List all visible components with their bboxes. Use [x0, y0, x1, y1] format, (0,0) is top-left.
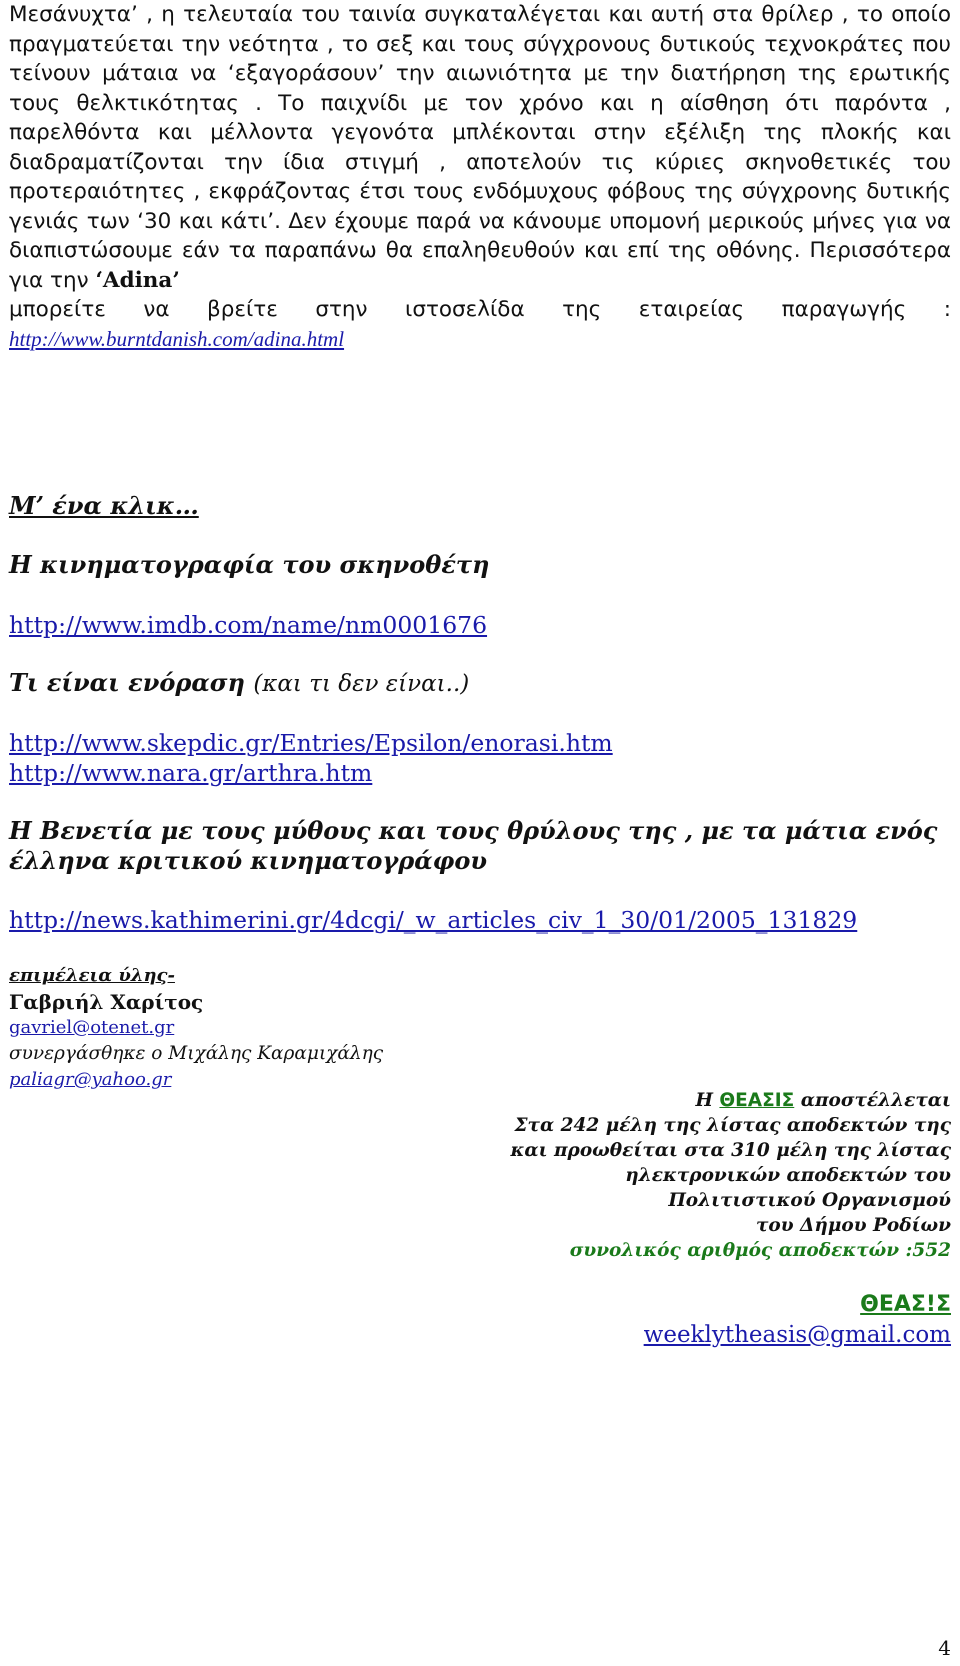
enorasi-heading	[9, 668, 469, 699]
credits-label: επιμέλεια ύλης-	[9, 965, 175, 986]
notice-suffix: αποστέλλεται	[800, 1090, 951, 1111]
enorasi-links	[9, 728, 613, 788]
venice-heading-line1: Η Βενετία με τους μύθους και τους θρύλους της , με τα μάτια ενός	[9, 816, 938, 845]
enorasi-subheading: (και τι δεν είναι..)	[253, 671, 470, 697]
page-number: 4	[938, 1636, 951, 1660]
editor-email-link[interactable]: gavriel@otenet.gr	[9, 1017, 175, 1038]
nara-link[interactable]: http://www.nara.gr/arthra.htm	[9, 759, 373, 787]
imdb-link[interactable]: http://www.imdb.com/name/nm0001676	[9, 611, 488, 639]
credits	[9, 963, 383, 1093]
notice-line6: του Δήμου Ροδίων	[755, 1215, 951, 1236]
venice-heading-line2: έλληνα κριτικού κινηματογράφου	[9, 846, 488, 875]
collaborator-text: συνεργάσθηκε ο Μιχάλης Καραμιχάλης	[9, 1043, 384, 1064]
enorasi-heading-text: Τι είναι ενόραση	[9, 668, 245, 697]
recipients-total: συνολικός αριθμός αποδεκτών :552	[569, 1240, 951, 1261]
film-title: ‘Adina’	[95, 267, 180, 293]
notice-line4: ηλεκτρονικών αποδεκτών του	[625, 1165, 951, 1186]
theasis-inline-brand: ΘΕΑΣΙΣ	[719, 1090, 795, 1111]
notice-line1	[431, 1088, 951, 1113]
kathimerini-link[interactable]: http://news.kathimerini.gr/4dcgi/_w_articles_civ_1_30/01/2005_131829	[9, 906, 858, 934]
intro-paragraph	[9, 0, 951, 354]
distribution-notice	[431, 1088, 951, 1263]
notice-line3: και προωθείται στα 310 μέλη της λίστας	[510, 1140, 951, 1161]
venice-heading	[9, 816, 937, 876]
notice-prefix: Η	[695, 1090, 713, 1111]
production-company-link[interactable]: http://www.burntdanish.com/adina.html	[9, 326, 345, 351]
intro-text-end: μπορείτε να βρείτε στην ιστοσελίδα της εταιρείας παραγωγής :	[9, 297, 951, 322]
one-click-heading: Μ’ ένα κλικ…	[9, 491, 199, 520]
filmography-heading: Η κινηματογραφία του σκηνοθέτη	[9, 550, 490, 579]
collaborator-email-link[interactable]: paliagr@yahoo.gr	[9, 1069, 172, 1090]
skepdic-link[interactable]: http://www.skepdic.gr/Entries/Epsilon/enorasi.htm	[9, 729, 613, 757]
notice-line2: Στα 242 μέλη της λίστας αποδεκτών της	[514, 1115, 951, 1136]
notice-line5: Πολιτιστικού Οργανισμού	[668, 1190, 951, 1211]
editor-name: Γαβριήλ Χαρίτος	[9, 990, 204, 1014]
brand-name: ΘΕΑΣ!Σ	[860, 1292, 951, 1317]
intro-text: Μεσάνυχτα’ , η τελευταία του ταινία συγκαταλέγεται και αυτή στα θρίλερ , το οποίο πραγματεύεται την νεότητα , το σεξ και τους σύγχρονους δυτικούς τεχνοκράτες που τείνουν μάταια να ‘εξαγοράσουν’ την αιωνιότητα με την διατήρηση της ερωτικής τους θελκτικότητας . Το παιχνίδι με τον χρόνο και η αίσθηση ότι παρόντα , παρελθόντα και μέλλοντα γεγονότα μπλέκονται στην εξέλιξη της πλοκής και διαδραματίζονται την ίδια στιγμή , αποτελούν τις κύριες σκηνοθετικές του προτεραιότητες , εκφράζοντας έτσι τους ενδόμυχους φόβους της σύγχρονης δυτικής γενιάς των ‘30 και κάτι’. Δεν έχουμε παρά να κάνουμε υπομονή μερικούς μήνες για να διαπιστώσουμε εάν τα παραπάνω θα επαληθευθούν και επί της οθόνης. Περισσότερα για την	[9, 2, 951, 293]
brand-email-link[interactable]: weeklytheasis@gmail.com	[643, 1322, 951, 1348]
brand-footer	[644, 1290, 951, 1350]
